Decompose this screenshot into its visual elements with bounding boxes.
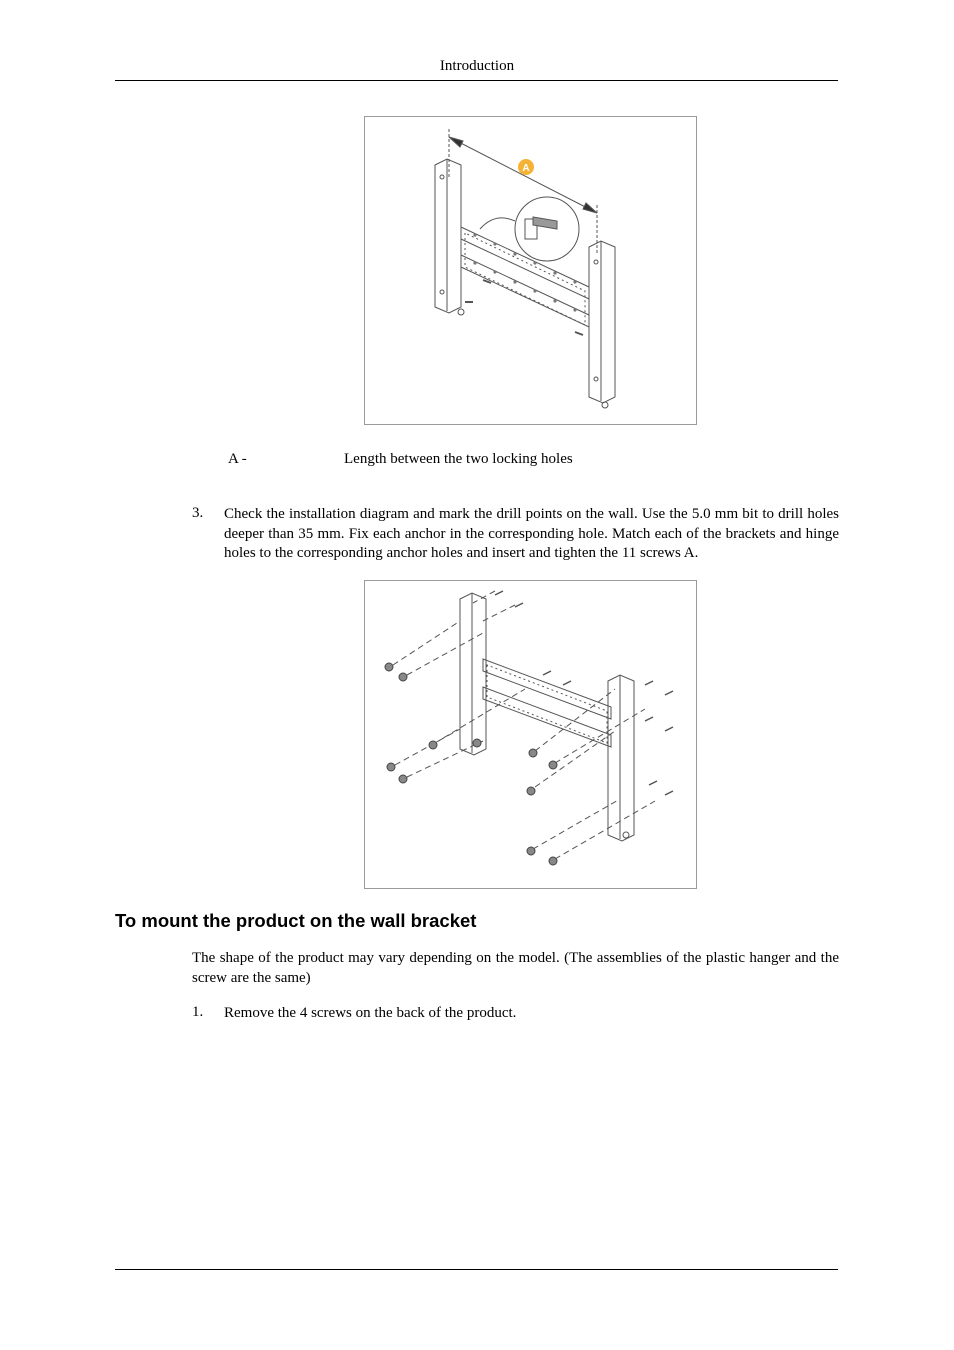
right-rail	[608, 675, 634, 841]
left-rail	[460, 593, 486, 755]
section-heading: To mount the product on the wall bracket	[115, 910, 477, 931]
lower-crossbar	[483, 687, 611, 747]
step-1-number: 1.	[192, 1004, 204, 1020]
step-1-text: Remove the 4 screws on the back of the product.	[224, 1005, 517, 1021]
figure-bracket-locking-holes	[364, 116, 697, 425]
footer-rule	[115, 1269, 838, 1270]
lower-crossbar	[461, 255, 589, 327]
header-title: Introduction	[439, 58, 515, 74]
header-rule	[115, 80, 838, 81]
step-3-number: 3.	[192, 505, 204, 521]
dimension-arrow-left	[449, 137, 463, 147]
right-rail	[589, 241, 615, 403]
bracket-diagram-1	[365, 117, 696, 424]
detail-leader	[480, 218, 515, 229]
dimension-arrow-right	[583, 203, 597, 213]
figure-bracket-screws	[364, 580, 697, 889]
callout-a-letter: A	[522, 163, 530, 174]
legend-key: A -	[228, 451, 247, 467]
bracket-diagram-2	[365, 581, 696, 888]
section-intro: The shape of the product may vary depending on the model. (The assemblies of the plastic hanger and the screw are the same)	[192, 950, 839, 986]
legend-value: Length between the two locking holes	[344, 451, 573, 467]
step-3-text: Check the installation diagram and mark the drill points on the wall. Use the 5.0 mm bit to drill holes deeper than 35 mm. Fix each anchor in the corresponding hole. Match each of the brackets and hinge holes to the corresponding anchor holes and insert and tighten the 11 screws A.	[224, 506, 839, 561]
upper-crossbar	[483, 659, 611, 719]
left-rail	[435, 159, 461, 313]
dimension-line-a	[449, 137, 597, 213]
